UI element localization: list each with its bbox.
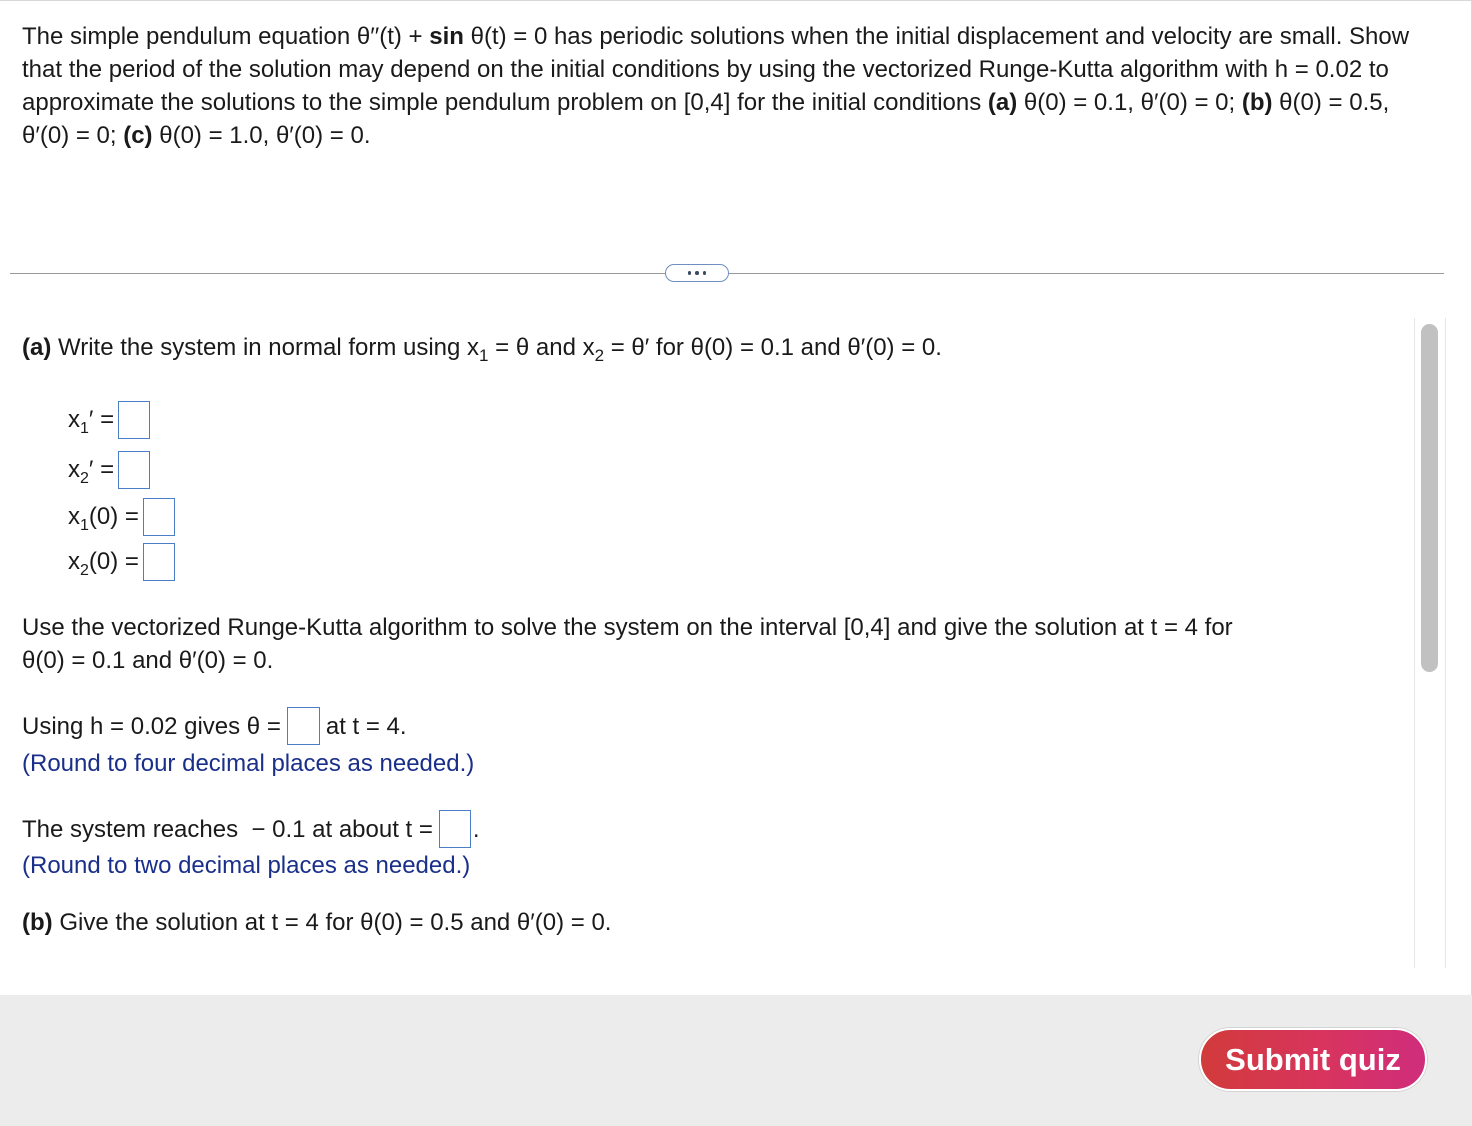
theta-round-hint: (Round to four decimal places as needed.): [22, 750, 475, 777]
ellipsis-icon: [688, 271, 692, 275]
rk-instruction-line1: Use the vectorized Runge-Kutta algorithm to solve the system on the interval [0,4] and give the solution at t = 4 for: [22, 614, 1233, 641]
expand-more-button[interactable]: [665, 264, 729, 282]
top-border: [0, 0, 1472, 1]
submit-quiz-button[interactable]: Submit quiz: [1199, 1028, 1427, 1091]
equation-row-x2-initial: [68, 543, 175, 581]
x1-initial-input[interactable]: [143, 498, 175, 536]
part-b-prompt: (b) Give the solution at t = 4 for θ(0) = 0.5 and θ′(0) = 0.: [22, 909, 612, 936]
problem-statement: The simple pendulum equation θ′′(t) + sin θ(t) = 0 has periodic solutions when the initial displacement and velocity are small. Show that the period of the solution may depend on the initial conditions by using the vectorized Runge-Kutta algorithm with h = 0.02 to approximate the solutions to the simple pendulum problem on [0,4] for the initial conditions (a) θ(0) = 0.1, θ′(0) = 0; (b) θ(0) = 0.5, θ′(0) = 0; (c) θ(0) = 1.0, θ′(0) = 0.: [22, 23, 1410, 149]
equation-row-x1-prime: [68, 401, 150, 439]
x2-prime-input[interactable]: [118, 451, 150, 489]
ellipsis-dot: [703, 271, 707, 275]
equation-label: $x_1'$ =: [68, 406, 115, 437]
theta-answer-row: [22, 707, 407, 745]
ellipsis-dot: [695, 271, 699, 275]
equation-label: $x_1(0)$ =: [68, 503, 139, 534]
part-a-prompt: (a) Write the system in normal form using $x_1 = \theta$ and $x_2 = \theta'$ for θ(0) = 0.1 and θ′(0) = 0.: [22, 334, 942, 365]
theta-answer-suffix: at t = 4.: [325, 712, 407, 740]
equation-label: $x_2(0)$ =: [68, 548, 139, 579]
theta-answer-input[interactable]: [287, 707, 320, 745]
equation-label: $x_2'$ =: [68, 456, 115, 487]
equation-row-x1-initial: [68, 498, 175, 536]
reach-time-input[interactable]: [439, 810, 471, 848]
x1-prime-input[interactable]: [118, 401, 150, 439]
reach-answer-suffix: .: [472, 815, 480, 843]
x2-initial-input[interactable]: [143, 543, 175, 581]
reach-round-hint: (Round to two decimal places as needed.): [22, 852, 471, 879]
rk-instruction-line2: θ(0) = 0.1 and θ′(0) = 0.: [22, 647, 274, 674]
scrollbar-thumb[interactable]: [1421, 324, 1438, 672]
reach-answer-prefix: The system reaches − 0.1 at about t =: [22, 815, 433, 843]
equation-row-x2-prime: [68, 451, 150, 489]
theta-answer-prefix: Using h = 0.02 gives θ =: [22, 712, 281, 740]
reach-answer-row: [22, 810, 480, 848]
